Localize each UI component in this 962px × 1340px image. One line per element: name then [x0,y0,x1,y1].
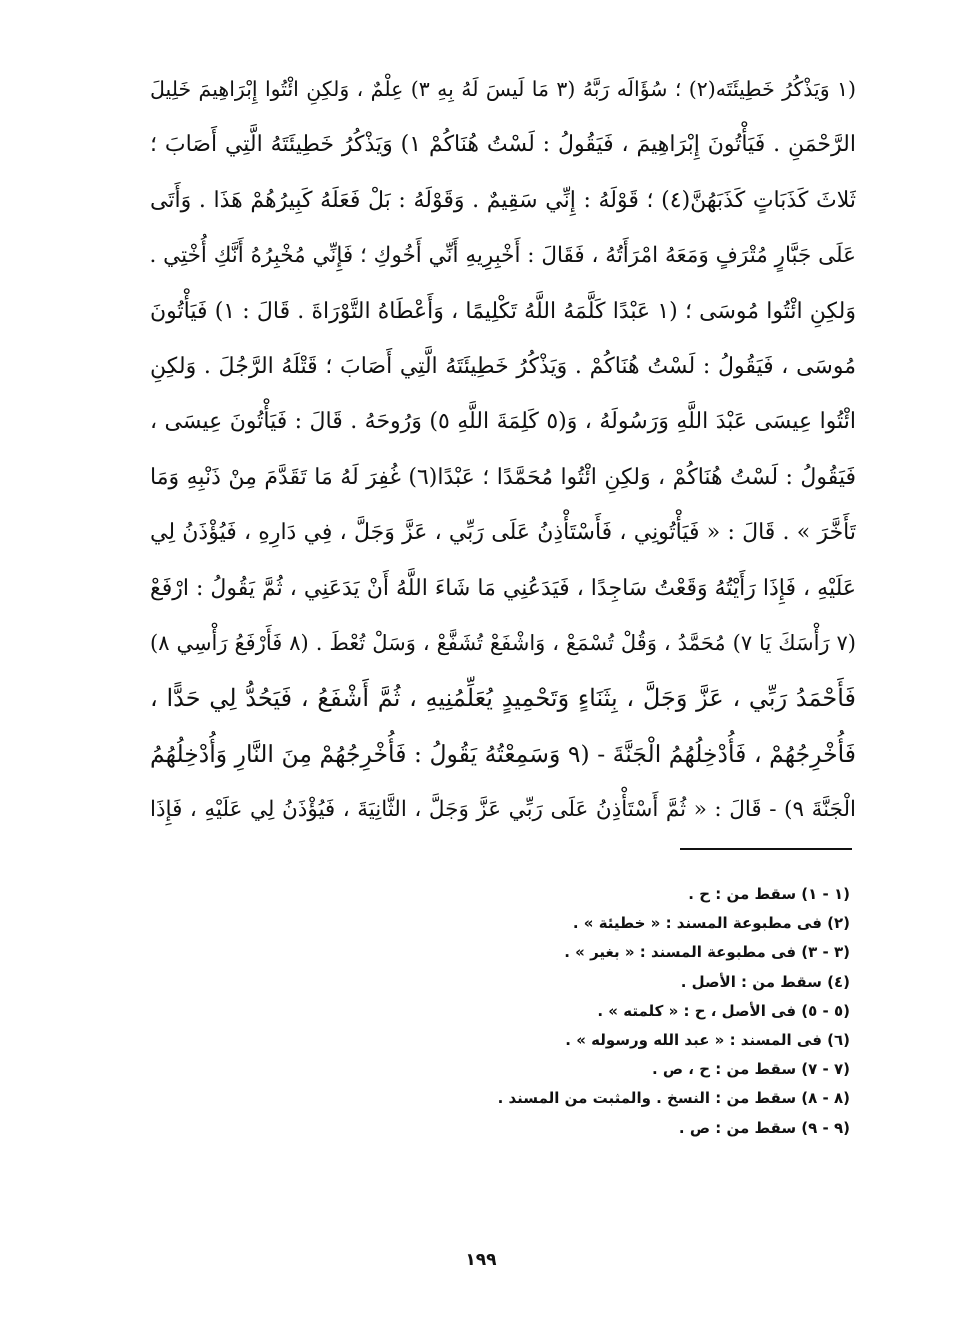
footnote-7: (٧ - ٧) سقط من : ح ، ص . [651,1060,850,1079]
text-line-13: فَأُخْرِجُهُمْ ، فَأُدْخِلُهُمُ الْجَنَّةَ - (٩ وَسَمِعْتُهُ يَقُولُ : فَأُخْرِجُهُمْ مِنَ النَّارِ وَأُدْخِلُهُمُ [150,739,856,768]
footnote-9: (٩ - ٩) سقط من : ص . [678,1118,850,1137]
footnote-2: (٢) فى مطبوعة المسند : « خطيئة » . [572,914,850,933]
footnotes-block [430,880,850,1143]
main-text-block [150,62,856,837]
footnote-6: (٦) فى المسند : « عبد الله ورسوله » . [565,1030,850,1049]
page-number: ١٩٩ [465,1250,497,1270]
text-line-14: الْجَنَّةَ ٩) - قَالَ : « ثُمَّ أَسْتَأْذِنُ عَلَى رَبِّي عَزَّ وَجَلَّ ، الثَّانِيَةَ ، فَيُؤْذَنُ لِي عَلَيْهِ ، فَإِذَا [150,797,856,823]
text-line-11: (٧ رَأْسَكَ يَا ٧) مُحَمَّدُ ، وَقُلْ تُسْمَعْ ، وَاشْفَعْ تُشَفَّعْ ، وَسَلْ تُعْطَ . (٨ فَأَرْفَعُ رَأْسِي ٨) [150,630,856,655]
text-line-8: فَيَقُولُ : لَسْتُ هُنَاكُمْ ، وَلكِنِ ائْتُوا مُحَمَّدًا ؛ عَبْدًا(٦) غُفِرَ لَهُ مَا تَقَدَّمَ مِنْ ذَنْبِهِ وَمَا [150,464,856,490]
text-line-5: وَلكِنِ ائْتُوا مُوسَى ؛ (١ عَبْدًا كَلَّمَهُ اللَّهُ تَكْلِيمًا ، وَأَعْطَاهُ التَّوْرَاةَ . قَالَ : ١) فَيَأْتُونَ [150,298,856,324]
text-line-4: عَلَى جَبَّارٍ مُتْرَفٍ وَمَعَهُ امْرَأَتُهُ ، فَقَالَ : أَخْبِرِيهِ أَنِّي أَخُوكِ ؛ فَإِنِّي مُخْبِرُهُ أَنَّكِ أُخْتِي . [150,243,856,269]
text-line-6: مُوسَى ، فَيَقُولُ : لَسْتُ هُنَاكُمْ . وَيَذْكُرُ خَطِيئَتَهُ الَّتِي أَصَابَ ؛ قَتْلَهُ الرَّجُلَ . وَلكِنِ [150,353,856,379]
footnote-8: (٨ - ٨) سقط من : النسخ . والمثبت من المسند . [497,1089,850,1108]
text-line-10: عَلَيْهِ ، فَإِذَا رَأَيْتُهُ وَقَعْتُ سَاجِدًا ، فَيَدَعُنِي مَا شَاءَ اللَّهُ أَنْ يَدَعَنِي ، ثُمَّ يَقُولُ : ارْفَعْ [150,575,856,601]
text-line-3: ثَلاثَ كَذَبَاتٍ كَذَبَهُنَّ(٤) ؛ قَوْلَهُ : إِنِّي سَقِيمٌ . وَقَوْلَهُ : بَلْ فَعَلَهُ كَبِيرُهُمْ هَذَا . وَأَتَى [150,187,856,213]
text-line-1: (١ وَيَذْكُرُ خَطِيئَتَه(٢) ؛ سُؤَالَه رَبَّهُ (٣ مَا لَيسَ لَهُ بِهِ ٣) عِلْمٌ ، وَلكِنِ ائْتُوا إِبْرَاهِيمَ خَلِيلَ [150,77,856,101]
footnote-4: (٤) سقط من : الأصل . [680,972,850,991]
footnote-separator-rule [680,848,852,850]
text-line-9: تَأَخَّرَ » . قَالَ : « فَيَأْتُونِي ، فَأَسْتَأْذِنُ عَلَى رَبِّي ، عَزَّ وَجَلَّ ، فِي دَارِهِ ، فَيُؤْذَنُ لِي [150,520,856,546]
footnote-3: (٣ - ٣) فى مطبوعة المسند : « بغير » . [564,943,850,962]
footnote-1: (١ - ١) سقط من : ح . [688,885,850,903]
text-line-2: الرَّحْمَنِ . فَيَأْتُونَ إِبْرَاهِيمَ ، فَيَقُولُ : لَسْتُ هُنَاكُمْ ١) وَيَذْكُرُ خَطِيئَتَهُ الَّتِي أَصَابَ ؛ [150,132,856,158]
footnote-5: (٥ - ٥) فى الأصل ، ح : « كلمته » . [597,1001,850,1020]
text-line-7: ائْتُوا عِيسَى عَبْدَ اللَّهِ وَرَسُولَهُ ، وَ(٥ كَلِمَةَ اللَّهِ ٥) وَرُوحَهُ . قَالَ : فَيَأْتُونَ عِيسَى ، [150,409,856,435]
text-line-12: فَأَحْمَدُ رَبِّي ، عَزَّ وَجَلَّ ، بِثَنَاءٍ وَتَحْمِيدٍ يُعَلِّمُنِيهِ ، ثُمَّ أَشْفَعُ ، فَيَحُدُّ لِي حَدًّا ، [150,684,856,713]
